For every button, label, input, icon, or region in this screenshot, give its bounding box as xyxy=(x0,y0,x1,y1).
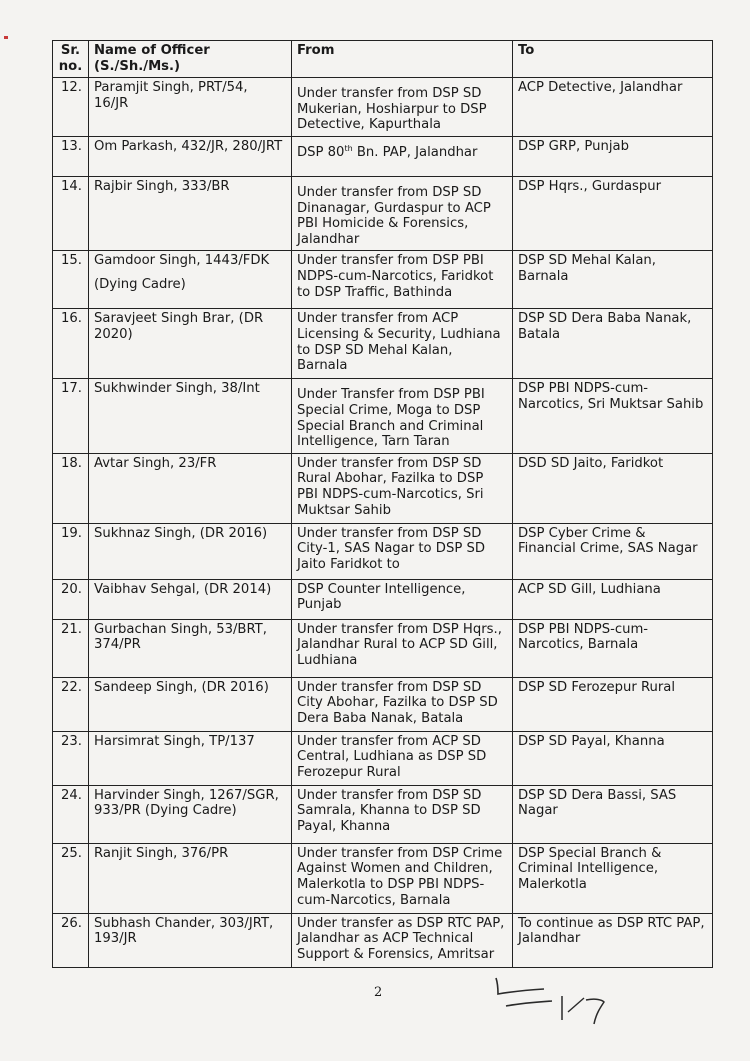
row-name: Harvinder Singh, 1267/SGR, 933/PR (Dying Cadre) xyxy=(89,785,292,843)
row-name: Paramjit Singh, PRT/54, 16/JR xyxy=(89,78,292,137)
row-name: Avtar Singh, 23/FR xyxy=(89,453,292,523)
table-row xyxy=(53,677,713,731)
row-to: DSP SD Mehal Kalan, Barnala xyxy=(513,251,713,309)
row-from: DSP Counter Intelligence, Punjab xyxy=(292,579,513,619)
row-name: Harsimrat Singh, TP/137 xyxy=(89,731,292,785)
row-sr: 18. xyxy=(53,453,89,523)
table-row xyxy=(53,731,713,785)
table-row xyxy=(53,785,713,843)
table-row xyxy=(53,379,713,453)
row-sr: 20. xyxy=(53,579,89,619)
row-name-cell xyxy=(89,251,292,309)
row-to: ACP SD Gill, Ludhiana xyxy=(513,579,713,619)
row-to: DSP GRP, Punjab xyxy=(513,136,713,176)
row-from: Under transfer as DSP RTC PAP, Jalandhar as ACP Technical Support & Forensics, Amritsar xyxy=(292,913,513,967)
row-from: Under transfer from DSP PBI NDPS-cum-Narcotics, Faridkot to DSP Traffic, Bathinda xyxy=(292,251,513,309)
row-name: Gurbachan Singh, 53/BRT, 374/PR xyxy=(89,619,292,677)
row-to: DSP SD Dera Baba Nanak, Batala xyxy=(513,309,713,379)
row-sr: 13. xyxy=(53,136,89,176)
row-to: DSP PBI NDPS-cum-Narcotics, Barnala xyxy=(513,619,713,677)
row-sr: 21. xyxy=(53,619,89,677)
table-row xyxy=(53,453,713,523)
table-row xyxy=(53,523,713,579)
row-to: DSP SD Payal, Khanna xyxy=(513,731,713,785)
row-sr: 14. xyxy=(53,176,89,250)
row-from: Under transfer from DSP SD Rural Abohar, Fazilka to DSP PBI NDPS-cum-Narcotics, Sri Muktsar Sahib xyxy=(292,453,513,523)
table-row xyxy=(53,843,713,913)
table-row xyxy=(53,579,713,619)
row-to: DSP SD Dera Bassi, SAS Nagar xyxy=(513,785,713,843)
row-name: Sukhwinder Singh, 38/Int xyxy=(89,379,292,453)
row-from: Under Transfer from DSP PBI Special Crime, Moga to DSP Special Branch and Criminal Intelligence, Tarn Taran xyxy=(292,379,513,453)
table-header-row xyxy=(53,41,713,78)
row-to: DSP Special Branch & Criminal Intelligence, Malerkotla xyxy=(513,843,713,913)
row-name: Saravjeet Singh Brar, (DR 2020) xyxy=(89,309,292,379)
row-name-note: (Dying Cadre) xyxy=(94,276,186,292)
table-row xyxy=(53,78,713,137)
table-row xyxy=(53,913,713,967)
row-sr: 12. xyxy=(53,78,89,137)
row-name: Vaibhav Sehgal, (DR 2014) xyxy=(89,579,292,619)
table-row xyxy=(53,176,713,250)
row-from-post: Bn. PAP, Jalandhar xyxy=(352,144,478,160)
row-name: Sandeep Singh, (DR 2016) xyxy=(89,677,292,731)
row-from: Under transfer from DSP SD City-1, SAS Nagar to DSP SD Jaito Faridkot to xyxy=(292,523,513,579)
row-name: Sukhnaz Singh, (DR 2016) xyxy=(89,523,292,579)
row-sr: 26. xyxy=(53,913,89,967)
row-to: DSP Hqrs., Gurdaspur xyxy=(513,176,713,250)
row-sr: 15. xyxy=(53,251,89,309)
row-from: Under transfer from ACP SD Central, Ludhiana as DSP SD Ferozepur Rural xyxy=(292,731,513,785)
transfer-table xyxy=(52,40,713,968)
table-row xyxy=(53,251,713,309)
row-to: DSP Cyber Crime & Financial Crime, SAS Nagar xyxy=(513,523,713,579)
row-name: Gamdoor Singh, 1443/FDK xyxy=(94,253,270,269)
row-from: Under transfer from DSP SD Samrala, Khanna to DSP SD Payal, Khanna xyxy=(292,785,513,843)
row-from: Under transfer from ACP Licensing & Security, Ludhiana to DSP SD Mehal Kalan, Barnala xyxy=(292,309,513,379)
table-row xyxy=(53,136,713,176)
handwritten-initials-signature xyxy=(486,970,616,1030)
header-from: From xyxy=(292,41,513,78)
table-row xyxy=(53,619,713,677)
row-from-sup: th xyxy=(344,143,353,153)
row-to: DSP SD Ferozepur Rural xyxy=(513,677,713,731)
row-to: DSP PBI NDPS-cum-Narcotics, Sri Muktsar Sahib xyxy=(513,379,713,453)
scan-mark xyxy=(4,36,8,39)
page-number: 2 xyxy=(374,985,383,1000)
row-sr: 25. xyxy=(53,843,89,913)
row-to: ACP Detective, Jalandhar xyxy=(513,78,713,137)
row-name: Rajbir Singh, 333/BR xyxy=(89,176,292,250)
header-sr: Sr. no. xyxy=(53,41,89,78)
row-from: Under transfer from DSP SD Mukerian, Hoshiarpur to DSP Detective, Kapurthala xyxy=(292,78,513,137)
row-from: Under transfer from DSP SD Dinanagar, Gurdaspur to ACP PBI Homicide & Forensics, Jalandhar xyxy=(292,176,513,250)
row-from xyxy=(292,136,513,176)
row-sr: 16. xyxy=(53,309,89,379)
table-row xyxy=(53,309,713,379)
row-name: Om Parkash, 432/JR, 280/JRT xyxy=(89,136,292,176)
row-from-pre: DSP 80 xyxy=(297,144,345,160)
row-to: DSD SD Jaito, Faridkot xyxy=(513,453,713,523)
row-to: To continue as DSP RTC PAP, Jalandhar xyxy=(513,913,713,967)
row-from: Under transfer from DSP Hqrs., Jalandhar Rural to ACP SD Gill, Ludhiana xyxy=(292,619,513,677)
header-name: Name of Officer (S./Sh./Ms.) xyxy=(89,41,292,78)
row-name: Subhash Chander, 303/JRT, 193/JR xyxy=(89,913,292,967)
row-sr: 23. xyxy=(53,731,89,785)
row-name: Ranjit Singh, 376/PR xyxy=(89,843,292,913)
row-sr: 17. xyxy=(53,379,89,453)
row-from: Under transfer from DSP SD City Abohar, Fazilka to DSP SD Dera Baba Nanak, Batala xyxy=(292,677,513,731)
row-sr: 22. xyxy=(53,677,89,731)
row-sr: 24. xyxy=(53,785,89,843)
row-from: Under transfer from DSP Crime Against Women and Children, Malerkotla to DSP PBI NDPS-cum-Narcotics, Barnala xyxy=(292,843,513,913)
header-to: To xyxy=(513,41,713,78)
row-sr: 19. xyxy=(53,523,89,579)
